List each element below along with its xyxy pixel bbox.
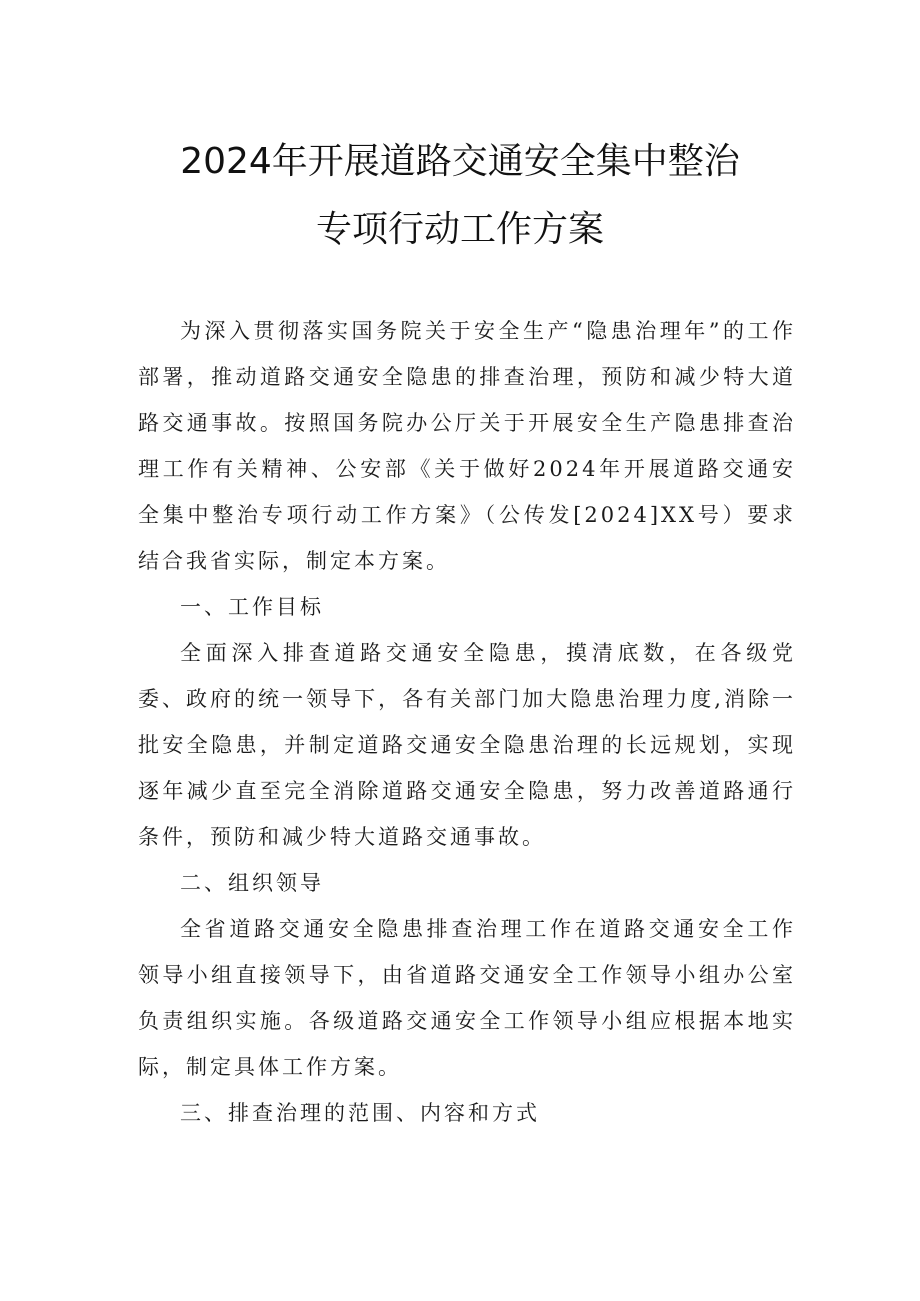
- goals-paragraph: 全面深入排查道路交通安全隐患，摸清底数，在各级党委、政府的统一领导下，各有关部门加大隐患治理力度,消除一批安全隐患，并制定道路交通安全隐患治理的长远规划，实现逐年减少直至完全消除道路交通安全隐患，努力改善道路通行条件，预防和减少特大道路交通事故。: [138, 641, 796, 849]
- document-body: [138, 308, 796, 1136]
- organization-paragraph: 全省道路交通安全隐患排查治理工作在道路交通安全工作领导小组直接领导下，由省道路交通安全工作领导小组办公室负责组织实施。各级道路交通安全工作领导小组应根据本地实际，制定具体工作方案。: [138, 917, 796, 1079]
- title-line-1: 2024年开展道路交通安全集中整治: [180, 141, 740, 182]
- section-heading-organization: 二、组织领导: [180, 871, 324, 895]
- section-heading-goals: 一、工作目标: [180, 595, 324, 619]
- section-heading-scope: 三、排查治理的范围、内容和方式: [180, 1101, 540, 1125]
- title-line-2: 专项行动工作方案: [315, 209, 604, 250]
- document-title: [0, 128, 920, 264]
- intro-paragraph: 为深入贯彻落实国务院关于安全生产“隐患治理年”的工作部署，推动道路交通安全隐患的排查治理，预防和减少特大道路交通事故。按照国务院办公厅关于开展安全生产隐患排查治理工作有关精神、公安部《关于做好2024年开展道路交通安全集中整治专项行动工作方案》（公传发[2024]XX号）要求结合我省实际，制定本方案。: [138, 319, 796, 573]
